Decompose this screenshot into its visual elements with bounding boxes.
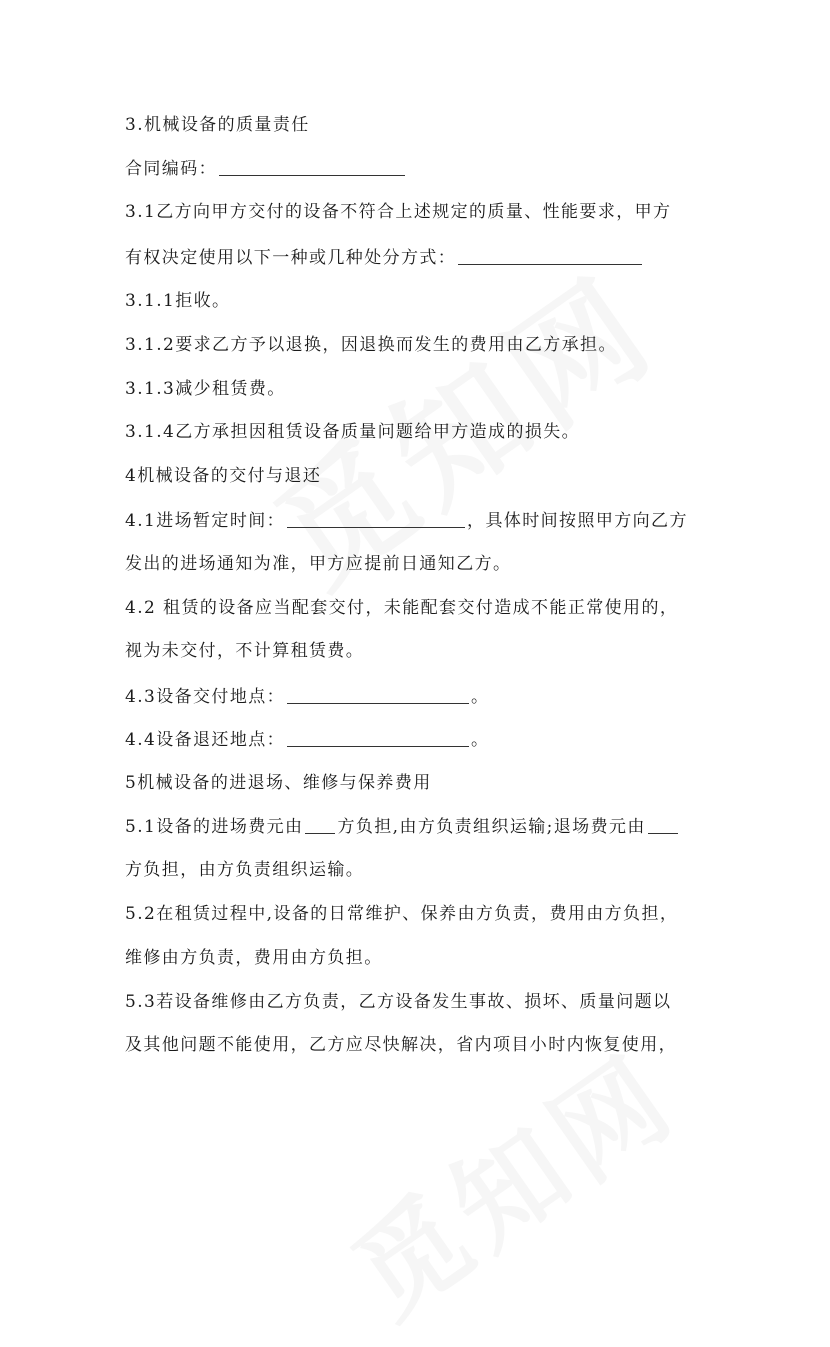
contract-number-line [125, 157, 407, 180]
contract-number-label: 合同编码： [125, 159, 217, 179]
section-heading: 4机械设备的交付与退还 [125, 466, 322, 486]
clause-text: 发出的进场通知为准，甲方应提前日通知乙方。 [125, 554, 512, 574]
clause-text-line [125, 509, 688, 532]
fill-in-blank [287, 685, 469, 704]
fill-in-blank [648, 815, 678, 834]
clause-text: 5.1设备的进场费元由 [125, 817, 304, 837]
clause-text: 方负担,由方负责组织运输;退场费元由 [337, 817, 646, 837]
clause-text: 视为未交付，不计算租赁费。 [125, 641, 365, 661]
clause-text: 3.1乙方向甲方交付的设备不符合上述规定的质量、性能要求，甲方 [125, 202, 672, 222]
clause-text: 方负担，由方负责组织运输。 [125, 860, 365, 880]
clause-text: 3.1.2要求乙方予以退换，因退换而发生的费用由乙方承担。 [125, 335, 617, 355]
clause-text: 4.4设备退还地点： [125, 730, 286, 750]
clause-text: 有权决定使用以下一种或几种处分方式： [125, 248, 457, 268]
clause-text: 。 [471, 687, 490, 707]
clause-text: 5.2在租赁过程中,设备的日常维护、保养由方负责，费用由方负担， [125, 904, 679, 924]
clause-text: 3.1.1拒收。 [125, 291, 231, 311]
contract-number-blank [219, 157, 405, 176]
clause-text: 及其他问题不能使用，乙方应尽快解决，省内项目小时内恢复使用， [125, 1035, 677, 1055]
clause-text: 。 [471, 730, 490, 750]
clause-text: 4.1进场暂定时间： [125, 511, 286, 531]
clause-text-line [125, 815, 680, 838]
fill-in-blank [287, 728, 469, 747]
clause-text: 3.1.4乙方承担因租赁设备质量问题给甲方造成的损失。 [125, 422, 581, 442]
clause-text: 4.3设备交付地点： [125, 687, 286, 707]
clause-text: 5.3若设备维修由乙方负责，乙方设备发生事故、损坏、质量问题以 [125, 992, 672, 1012]
watermark [317, 1011, 703, 1347]
clause-text-line [125, 246, 644, 269]
fill-in-blank [305, 815, 335, 834]
clause-text-line [125, 685, 489, 708]
clause-text-line [125, 728, 489, 751]
clause-text: 3.1.3减少租赁费。 [125, 379, 286, 399]
clause-text: 4.2 租赁的设备应当配套交付，未能配套交付造成不能正常使用的， [125, 598, 679, 618]
clause-text: ，具体时间按照甲方向乙方 [467, 511, 688, 531]
clause-text: 维修由方负责，费用由方负担。 [125, 948, 383, 968]
fill-in-blank [287, 509, 465, 528]
fill-in-blank [458, 246, 642, 265]
section-heading: 3.机械设备的质量责任 [125, 115, 310, 135]
section-heading: 5机械设备的进退场、维修与保养费用 [125, 773, 432, 793]
